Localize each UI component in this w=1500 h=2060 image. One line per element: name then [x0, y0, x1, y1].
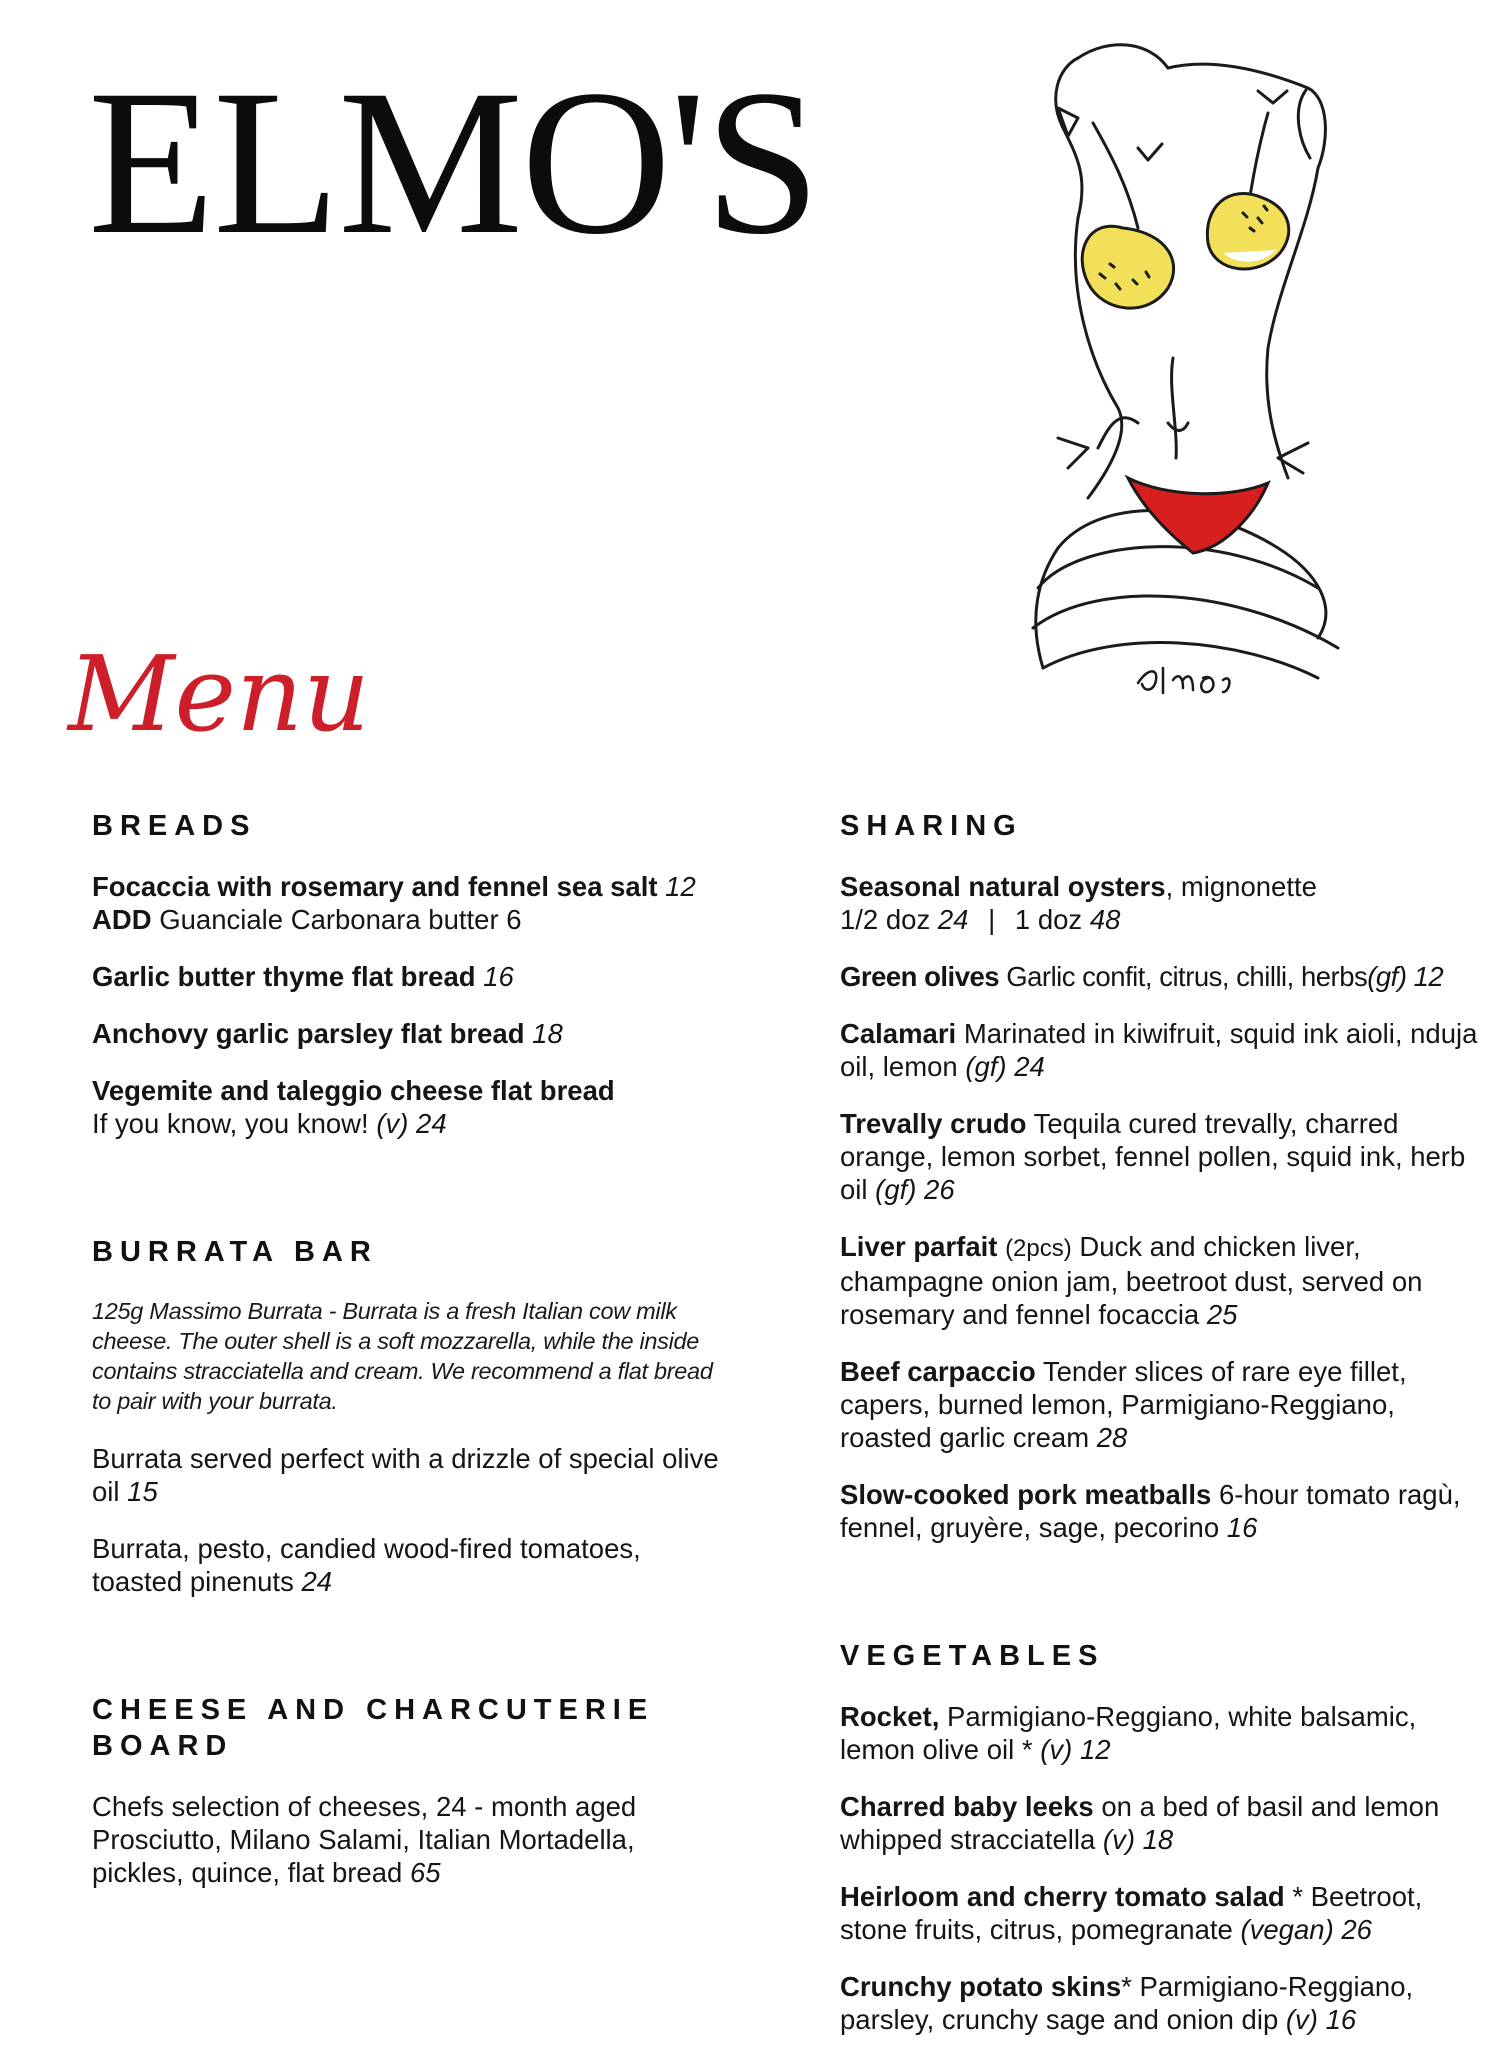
sharing-heading: SHARING — [840, 810, 1023, 842]
item-price: 28 — [1096, 1422, 1128, 1453]
item-name: Trevally crudo — [840, 1108, 1027, 1139]
menu-item-heirloom-tomato-salad — [840, 1880, 1480, 1946]
item-diet: (v) — [1102, 1824, 1135, 1855]
item-desc: Parmigiano-Reggiano, white balsamic, lemon olive oil * — [840, 1701, 1417, 1765]
menu-item-anchovy-flat-bread — [92, 1017, 732, 1050]
bikini-bottom — [1128, 478, 1268, 553]
item-name: Rocket, — [840, 1701, 940, 1732]
menu-script-text: Menu — [68, 633, 370, 755]
item-price: 18 — [1142, 1824, 1174, 1855]
menu-item-beef-carpaccio — [840, 1355, 1480, 1454]
left-column — [92, 808, 732, 1913]
item-name: Charred baby leeks — [840, 1791, 1094, 1822]
item-desc: * Beetroot, stone fruits, citrus, pomegranate — [840, 1881, 1423, 1945]
menu-item-liver-parfait — [840, 1230, 1480, 1331]
item-price: 24 — [416, 1108, 447, 1139]
item-desc: Garlic confit, citrus, chilli, herbs — [1006, 961, 1368, 992]
item-desc: Tender slices of rare eye fillet, capers, burned lemon, Parmigiano-Reggiano, roasted garlic cream — [840, 1356, 1407, 1453]
right-shoulder — [1168, 64, 1325, 168]
restaurant-logo: ELMO'S — [88, 47, 819, 277]
item-price: 12 — [1079, 1734, 1111, 1765]
item-name: Slow-cooked pork meatballs — [840, 1479, 1212, 1510]
item-name: Green olives — [840, 961, 1000, 992]
menu-item-rocket — [840, 1700, 1480, 1766]
item-qty: (2pcs) — [1005, 1235, 1072, 1262]
item-name: Focaccia with rosemary and fennel sea salt — [92, 871, 658, 902]
navel-mark — [1168, 423, 1188, 431]
add-text: Guanciale Carbonara butter 6 — [159, 904, 522, 935]
menu-item-oysters — [840, 870, 1480, 936]
item-desc: * Parmigiano-Reggiano, parsley, crunchy sage and onion dip — [840, 1971, 1414, 2035]
item-desc: Tequila cured trevally, charred orange, lemon sorbet, fennel pollen, squid ink, herb oil — [840, 1108, 1466, 1205]
item-price: 24 — [1014, 1051, 1045, 1082]
item-name: Crunchy potato skins — [840, 1971, 1122, 2002]
vegetables-heading: VEGETABLES — [840, 1640, 1105, 1672]
item-name: Vegemite and taleggio cheese flat bread — [92, 1075, 615, 1106]
menu-item-cheese-board — [92, 1790, 732, 1889]
item-price: 18 — [532, 1018, 563, 1049]
dozen-label: 1 doz — [1014, 904, 1083, 935]
item-name: Heirloom and cherry tomato salad — [840, 1881, 1285, 1912]
item-name: Garlic butter thyme flat bread — [92, 961, 476, 992]
elmos-signature — [1138, 668, 1229, 693]
item-price: 26 — [924, 1174, 955, 1205]
item-desc: , mignonette — [1165, 871, 1317, 902]
menu-item-vegemite-flat-bread — [92, 1074, 732, 1140]
add-label: ADD — [92, 904, 152, 935]
menu-item-potato-skins — [840, 1970, 1480, 2036]
item-diet: (gf) — [875, 1174, 917, 1205]
item-name: Liver parfait — [840, 1231, 998, 1262]
breads-heading: BREADS — [92, 810, 257, 842]
item-desc: 6-hour tomato ragù, fennel, gruyère, sage, pecorino — [840, 1479, 1461, 1543]
item-price: 26 — [1341, 1914, 1372, 1945]
item-price: 16 — [1226, 1512, 1258, 1543]
item-price: 16 — [483, 961, 514, 992]
item-price: 12 — [665, 871, 696, 902]
menu-item-burrata-olive-oil — [92, 1442, 732, 1508]
item-name: Anchovy garlic parsley flat bread — [92, 1018, 525, 1049]
item-diet: (v) — [1040, 1734, 1073, 1765]
item-price: 25 — [1206, 1299, 1238, 1330]
left-shoulder — [1056, 58, 1082, 218]
item-diet: (v) — [376, 1108, 409, 1139]
menu-item-focaccia — [92, 870, 732, 936]
item-name: Seasonal natural oysters — [840, 871, 1166, 902]
item-desc: Burrata, pesto, candied wood-fired tomatoes, toasted pinenuts — [92, 1533, 641, 1597]
item-price: 16 — [1325, 2004, 1357, 2035]
right-column — [840, 808, 1480, 2060]
item-desc: Duck and chicken liver, champagne onion jam, beetroot dust, served on rosemary and fennel focaccia — [840, 1231, 1423, 1330]
neck-line — [1078, 45, 1168, 68]
collarbone-mark — [1138, 144, 1162, 160]
item-diet: (vegan) — [1240, 1914, 1334, 1945]
torso-lemon-bikini-illustration — [1018, 28, 1348, 728]
menu-item-trevally-crudo — [840, 1107, 1480, 1206]
menu-item-pork-meatballs — [840, 1478, 1480, 1544]
half-dozen-price: 24 — [937, 904, 969, 935]
item-name: Beef carpaccio — [840, 1356, 1036, 1387]
burrata-bar-heading: BURRATA BAR — [92, 1236, 378, 1268]
menu-item-baby-leeks — [840, 1790, 1480, 1856]
item-desc: Marinated in kiwifruit, squid ink aioli, nduja oil, lemon — [840, 1018, 1478, 1082]
left-lemon-icon — [1082, 226, 1173, 308]
item-diet: (gf) — [1367, 961, 1407, 992]
menu-item-calamari — [840, 1017, 1480, 1083]
cheese-charcuterie-heading: CHEESE AND CHARCUTERIE BOARD — [92, 1694, 655, 1762]
item-price: 65 — [409, 1857, 441, 1888]
item-diet: (v) — [1285, 2004, 1318, 2035]
item-desc: Burrata served perfect with a drizzle of special olive oil — [92, 1443, 719, 1507]
dozen-price: 48 — [1089, 904, 1121, 935]
item-desc: Chefs selection of cheeses, 24 - month aged Prosciutto, Milano Salami, Italian Mortadella, pickles, quince, flat bread — [92, 1791, 637, 1888]
item-desc: on a bed of basil and lemon whipped stracciatella — [840, 1791, 1440, 1855]
burrata-note: 125g Massimo Burrata - Burrata is a fresh Italian cow milk cheese. The outer shell is a soft mozzarella, while the inside contains stracciatella and cream. We recommend a flat bread to pair with your burrata. — [92, 1298, 713, 1414]
item-desc: If you know, you know! — [92, 1108, 369, 1139]
menu-item-green-olives — [840, 960, 1480, 993]
item-name: Calamari — [840, 1018, 957, 1049]
half-dozen-label: 1/2 doz — [840, 904, 931, 935]
menu-script-title — [48, 618, 388, 778]
item-price: 15 — [127, 1476, 158, 1507]
item-price: 24 — [301, 1566, 333, 1597]
item-diet: (gf) — [965, 1051, 1007, 1082]
menu-item-garlic-flat-bread — [92, 960, 732, 993]
item-price: 12 — [1413, 961, 1444, 992]
menu-item-burrata-pesto — [92, 1532, 732, 1598]
price-separator: | — [988, 904, 996, 935]
